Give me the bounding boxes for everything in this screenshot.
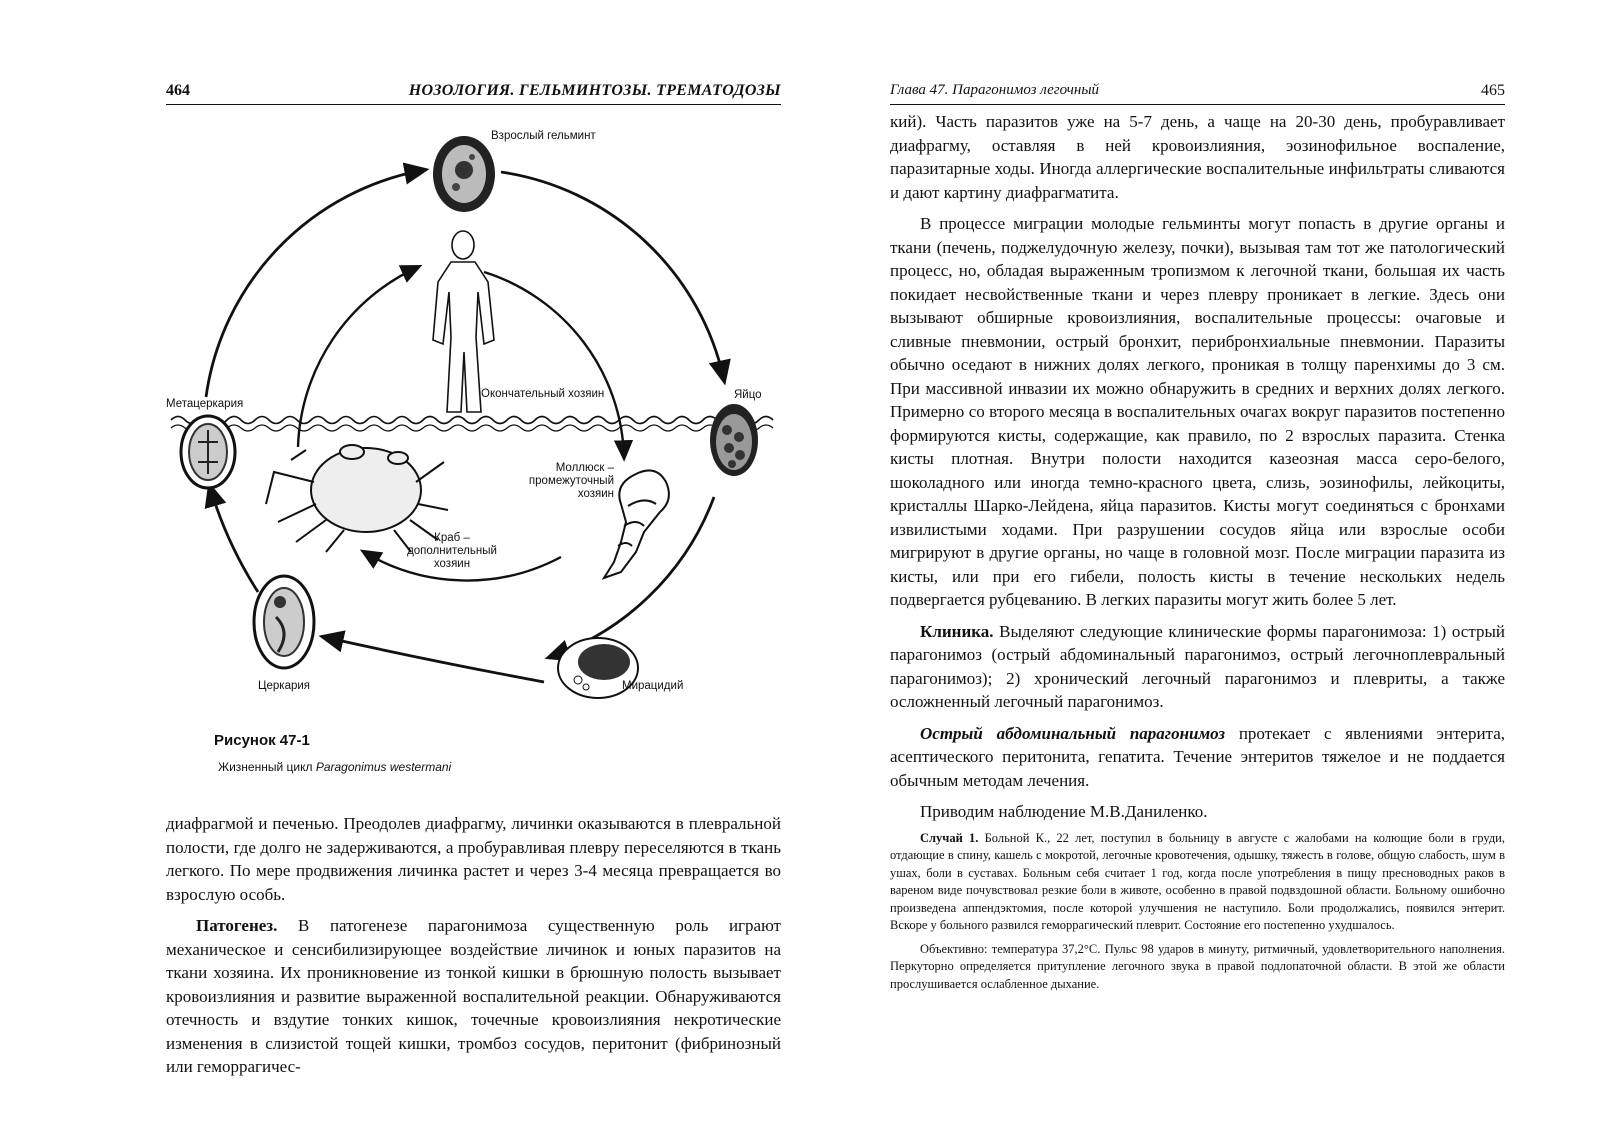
running-title-left: НОЗОЛОГИЯ. ГЕЛЬМИНТОЗЫ. ТРЕМАТОДОЗЫ (408, 82, 781, 99)
right-body-text (890, 110, 1505, 993)
label-miracidium: Мирацидий (622, 680, 684, 692)
running-head-right (890, 82, 1505, 105)
label-egg: Яйцо (734, 389, 762, 401)
objective-paragraph: Объективно: температура 37,2°С. Пульс 98 ударов в минуту, ритмичный, удовлетворительного наполнения. Перкуторно определяется притупление легочного звука в правой подлопаточной области. В этой же области прослушивается ослабленное дыхание. (890, 941, 1505, 991)
metacercaria-icon (181, 416, 235, 488)
water-line-2 (171, 425, 773, 431)
label-final-host: Окончательный хозяин (481, 388, 605, 400)
paragraph: кий). Часть паразитов уже на 5-7 день, а чаще на 20-30 день, пробуравливает диафрагму, оставляя в ней кровоизлияния, эозинофильное воспаление, паразитарные ходы. Иногда аллергические воспалительные инфильтраты сливаются и дают картину диафрагматита. (890, 112, 1505, 202)
running-head-left (166, 82, 781, 105)
human-host-icon (433, 231, 494, 412)
running-title-right: Глава 47. Парагонимоз легочный (890, 82, 1100, 98)
label-cercaria: Церкария (258, 680, 311, 692)
page-number-right: 465 (1481, 82, 1505, 99)
paragraph-pathogenesis: Патогенез. В патогенезе парагонимоза существенную роль играют механическое и сенсибилизирующее воздействие личинок и юных паразитов на ткани хозяина. Их проникновение из тонкой кишки в брюшную полость вызывает кровоизлияния и развитие выраженной воспалительной реакции. Обнаруживаются отечность и вздутие тонких кишок, точечные кровоизлияния некротические изменения в слизистой тощей кишки, тромбоз сосудов, перитонит (фибринозный или геморрагичес- (166, 916, 781, 1076)
right-page (800, 0, 1600, 1134)
label-adult: Взрослый гельминт (491, 130, 596, 142)
left-body-text (166, 812, 781, 1079)
paragraph: В процессе миграции молодые гельминты могут попасть в другие органы и ткани (печень, поджелудочную железу, почки), вызывая там тот же патологический процесс, но, обладая выраженным тропизмом к легочной ткани, большая их часть покидает несвойственные ткани и через плевру проникает в легкие. Здесь они вызывают обширные кровоизлияния, воспалительные процессы: очаговые и сливные пневмонии, острый бронхит, перибронхиальные пневмонии. Паразиты обычно оседают в нижних долях легкого, проникая в толщу паренхимы до 3 см. При массивной инвазии их можно обнаружить в средних и верхних долях легкого. Примерно со второго месяца в воспалительных очагах вокруг паразитов постепенно формируются кисты, содержащие, как правило, по 2 взрослых паразита. Стенка кисты плотная. Внутри полости находится казеозная масса серо-белого, шоколадного или иногда темно-красного цвета, слизь, эозинофилы, лейкоциты, кристаллы Шарко-Лейдена, яйца паразитов. Кисты могут соединяться с бронхами извилистыми ходами. При разрушении сосудов яйца или взрослые особи мигрируют в другие органы, но чаще в головной мозг. После миграции паразита из кисты, или при его гибели, полость кисты в течение нескольких недель подвергается рубцеванию. В легких паразиты могут жить более 5 лет. (890, 214, 1505, 609)
case-report (890, 830, 1505, 994)
water-line (171, 417, 773, 424)
label-crab: Краб – дополнительный хозяин (407, 532, 497, 570)
paragraph: диафрагмой и печенью. Преодолев диафрагму, личинки оказываются в плевральной полости, где долго не задерживаются, а пробуравливая плевру переселяются в ткань легкого. По мере продвижения личинка растет и через 3-4 месяца превращается во взрослую особь. (166, 814, 781, 904)
paragraph: Приводим наблюдение М.В.Даниленко. (920, 802, 1208, 821)
egg-icon (710, 404, 758, 476)
paragraph-clinic: Клиника. Выделяют следующие клинические формы парагонимоза: 1) острый парагонимоз (острый абдоминальный парагонимоз, острый легочноплевральный парагонимоз); 2) хронический легочный парагонимоз и плевриты, а также осложненный легочный парагонимоз. (890, 621, 1505, 711)
paragraph-acute: Острый абдоминальный парагонимоз протекает с явлениями энтерита, асептического перитонита, гепатита. Течение энтеритов тяжелое и не поддается обычным методам лечения. (890, 723, 1505, 790)
page-number-left: 464 (166, 82, 190, 99)
adult-worm-icon (433, 136, 495, 212)
cercaria-icon (254, 576, 314, 668)
lifecycle-diagram (166, 112, 781, 712)
label-mollusk: Моллюск – промежуточный хозяин (528, 462, 614, 500)
case-paragraph: Случай 1. Больной К., 22 лет, поступил в больницу в августе с жалобами на колющие боли в груди, отдающие в спину, кашель с мокротой, легочные кровотечения, одышку, тяжесть в голове, общую слабость, шум в ушах, боли в суставах. Больным себя считает 1 год, когда после употребления в пищу пресноводных раков в вареном виде почувствовал резкие боли в животе, особенно в правой подвздошной области. Больному ошибочно произведена аппендэктомия, после которой улучшения не наступило. Боли продолжались, появился энтерит. Вскоре у больного развился геморрагический плеврит. Состояние его постепенно ухудшалось. (890, 830, 1505, 932)
figure-subcaption: Жизненный цикл Paragonimus westermani (218, 760, 452, 774)
label-metacercaria: Метацеркария (166, 398, 244, 410)
figure-caption: Рисунок 47-1 (214, 732, 310, 749)
lifecycle-figure (166, 112, 781, 802)
